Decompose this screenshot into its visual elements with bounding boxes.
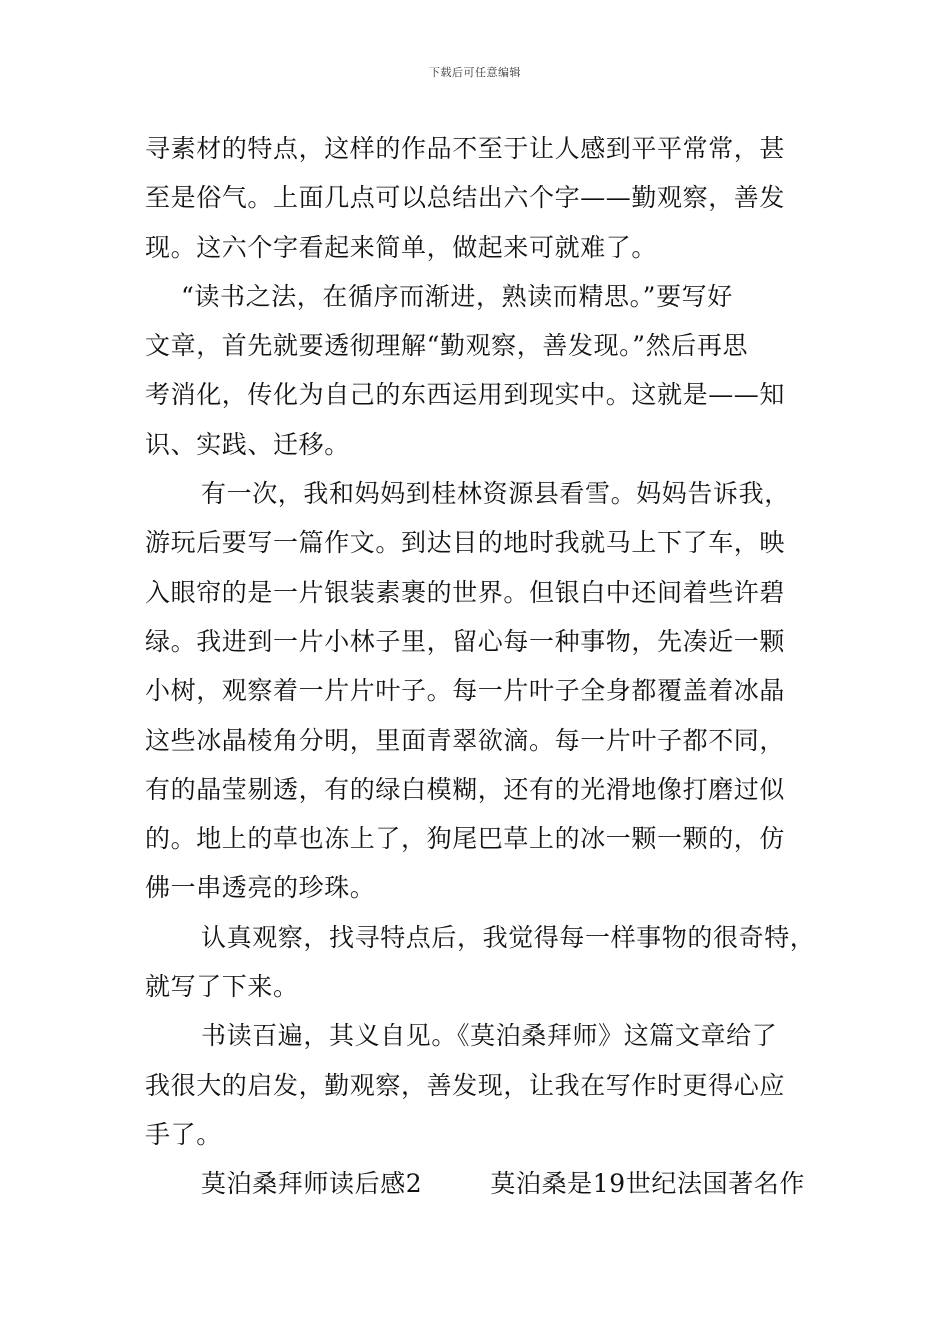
page-header: 下载后可任意编辑 <box>429 66 521 79</box>
text-line: 佛一串透亮的珍珠。 <box>145 873 376 903</box>
paragraph-first-line: 有一次，我和妈妈到桂林资源县看雪。妈妈告诉我， <box>201 479 790 509</box>
text-line: 现。这六个字看起来简单，做起来可就难了。 <box>145 232 658 262</box>
section-heading-line <box>145 1159 825 1208</box>
section-text-start: 莫泊桑是19世纪法国著名作 <box>490 1169 805 1199</box>
text-line: 我很大的启发，勤观察，善发现，让我在写作时更得心应 <box>145 1070 786 1100</box>
text-line: 有的晶莹剔透，有的绿白模糊，还有的光滑地像打磨过似 <box>145 774 786 804</box>
paragraph-first-line: 书读百遍，其义自见。《莫泊桑拜师》这篇文章给了 <box>201 1021 778 1051</box>
text-line: 识、实践、迁移。 <box>145 429 350 459</box>
paragraph-first-line: 认真观察，找寻特点后，我觉得每一样事物的很奇特， <box>201 922 816 952</box>
section-title: 莫泊桑拜师读后感2 <box>201 1169 423 1199</box>
text-line: 寻素材的特点，这样的作品不至于让人感到平平常常，甚 <box>145 134 786 163</box>
text-line: 至是俗气。上面几点可以总结出六个字——勤观察，善发 <box>145 183 786 213</box>
document-body <box>145 124 825 1209</box>
text-line: 手了。 <box>145 1119 222 1149</box>
text-line: 就写了下来。 <box>145 972 299 1002</box>
text-line: 绿。我进到一片小林子里，留心每一种事物，先凑近一颗 <box>145 626 786 656</box>
text-line: 文章，首先就要透彻理解“勤观察，善发现。”然后再思 <box>145 331 749 361</box>
text-line: 的。地上的草也冻上了，狗尾巴草上的冰一颗一颗的，仿 <box>145 824 786 854</box>
paragraph-first-line: “读书之法，在循序而渐进，熟读而精思。”要写好 <box>181 281 733 311</box>
text-line: 游玩后要写一篇作文。到达目的地时我就马上下了车，映 <box>145 528 786 558</box>
text-line: 考消化，传化为自己的东西运用到现实中。这就是——知 <box>145 380 786 410</box>
text-line: 小树，观察着一片片叶子。每一片叶子全身都覆盖着冰晶 <box>145 676 786 706</box>
text-line: 这些冰晶棱角分明，里面青翠欲滴。每一片叶子都不同， <box>145 725 786 755</box>
text-line: 入眼帘的是一片银装素裹的世界。但银白中还间着些许碧 <box>145 577 786 607</box>
